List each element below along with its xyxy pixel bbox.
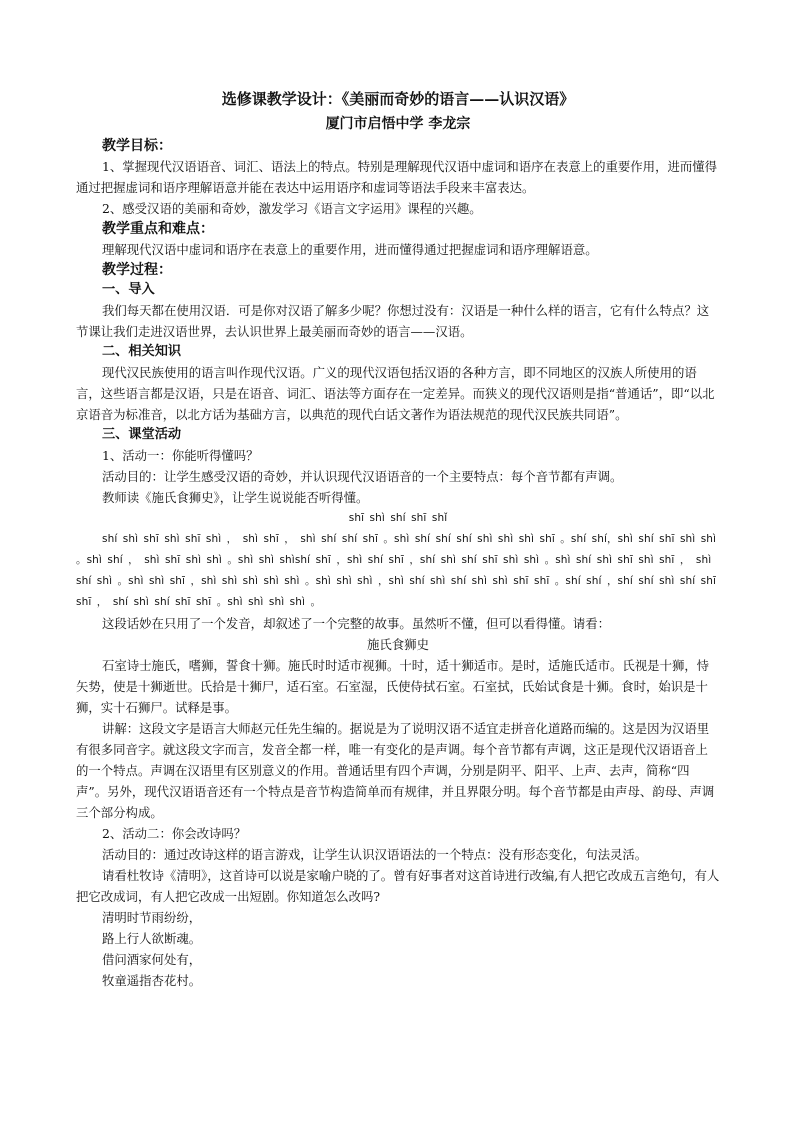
activity1-remark: 这段话妙在只用了一个发音，却叙述了一个完整的故事。虽然听不懂，但可以看得懂。请看： — [102, 616, 611, 631]
keypoints-heading: 教学重点和难点： — [102, 221, 214, 237]
goal-item-1: 1、掌握现代汉语语音、词汇、语法上的特点。特别是理解现代汉语中虚词和语序在表意上的重要作用，进而懂得通过把握虚词和语序理解语意并能在表达中运用语序和虚词等语法手段来丰富表达。 — [76, 159, 718, 195]
section-intro-heading: 一、导入 — [102, 282, 155, 297]
pinyin-body: shí shì shī shì shī shì ， shì shī ， shì shí shí shī 。shì shí shí shí shì shì shì shī 。shí shí，shì shí shī shì shì 。shì shí ， shì shī shì shì 。shì shì shìshí shī ，shì shí shī ，shí shì shí shī shì shì 。shì shí shì shī shì shī ， shì shí shì 。shì shì shī ，shì shì shì shì shì 。shì shì shì ，shì shí shì shí shì shì shī shī 。shí shí ，shí shí shì shí shī shī ， shí shì shí shī shī 。shì shì shì shì 。 — [76, 533, 717, 608]
section-knowledge-heading: 二、相关知识 — [102, 344, 182, 359]
activity1-intro: 教师读《施氏食狮史》，让学生说说能否听得懂。 — [102, 490, 369, 505]
section-activity-heading: 三、课堂活动 — [102, 427, 182, 442]
activity2-goal: 活动目的：通过改诗这样的语言游戏，让学生认识汉语语法的一个特点：没有形态变化，句法灵活。 — [102, 847, 648, 862]
poem-line: 清明时节雨纷纷， — [102, 910, 202, 925]
poem-line: 路上行人欲断魂。 — [102, 931, 202, 946]
activity1-explanation: 讲解：这段文字是语言大师赵元任先生编的。据说是为了说明汉语不适宜走拼音化道路而编的。这是因为汉语里有很多同音字。就这段文字而言，发音全都一样，唯一有变化的是声调。每个音节都有声调，这正是现代汉语语音上的一个特点。声调在汉语里有区别意义的作用。普通话里有四个声调，分别是阴平、阳平、上声、去声，简称“四声”。另外，现代汉语语音还有一个特点是音节构造简单而有规律，并且界限分明。每个音节都是由声母、韵母、声调三个部分构成。 — [76, 721, 715, 820]
document-page — [76, 86, 720, 991]
poem-line: 借问酒家何处有， — [102, 952, 202, 967]
story-text: 石室诗士施氏，嗜狮，誓食十狮。施氏时时适市视狮。十时，适十狮适市。是时，适施氏适市。氏视是十狮，恃矢势，使是十狮逝世。氏拾是十狮尸，适石室。石室湿，氏使侍拭石室。石室拭，氏始试食是十狮。食时，始识是十狮，实十石狮尸。试释是事。 — [76, 658, 710, 715]
activity2-title: 2、活动二：你会改诗吗？ — [102, 826, 247, 841]
keypoints-text: 理解现代汉语中虚词和语序在表意上的重要作用，进而懂得通过把握虚词和语序理解语意。 — [102, 242, 598, 257]
process-heading: 教学过程： — [102, 262, 172, 278]
activity1-goal: 活动目的：让学生感受汉语的奇妙，并认识现代汉语语音的一个主要特点：每个音节都有声调。 — [102, 469, 623, 484]
document-author: 厦门市启悟中学 李龙宗 — [325, 116, 471, 132]
story-title: 施氏食狮史 — [367, 637, 429, 652]
section-knowledge-text: 现代汉民族使用的语言叫作现代汉语。广义的现代汉语包括汉语的各种方言，即不同地区的汉族人所使用的语言，这些语言都是汉语，只是在语音、词汇、语法等方面存在一定差异。而狭义的现代汉语则是指“普通话”，即“以北京语音为标准音，以北方话为基础方言，以典范的现代白话文著作为语法规范的现代汉民族共同语”。 — [76, 365, 715, 422]
activity2-intro: 请看杜牧诗《清明》，这首诗可以说是家喻户晓的了。曾有好事者对这首诗进行改编,有人把它改成五言绝句，有人把它改成词，有人把它改成一出短剧。你知道怎么改吗? — [76, 868, 720, 904]
document-title: 选修课教学设计：《美丽而奇妙的语言——认识汉语》 — [221, 90, 575, 108]
goal-item-2: 2、感受汉语的美丽和奇妙，激发学习《语言文字运用》课程的兴趣。 — [102, 201, 482, 216]
poem-line: 牧童遥指杏花村。 — [102, 973, 202, 988]
pinyin-title: shī shì shí shī shǐ — [348, 512, 448, 524]
poem — [76, 907, 720, 991]
activity1-title: 1、活动一：你能听得懂吗？ — [102, 448, 259, 463]
section-intro-text: 我们每天都在使用汉语．可是你对汉语了解多少呢？你想过没有：汉语是一种什么样的语言，它有什么特点？这节课让我们走进汉语世界，去认识世界上最美丽而奇妙的语言——汉语。 — [76, 303, 710, 339]
goals-heading: 教学目标： — [102, 138, 172, 154]
